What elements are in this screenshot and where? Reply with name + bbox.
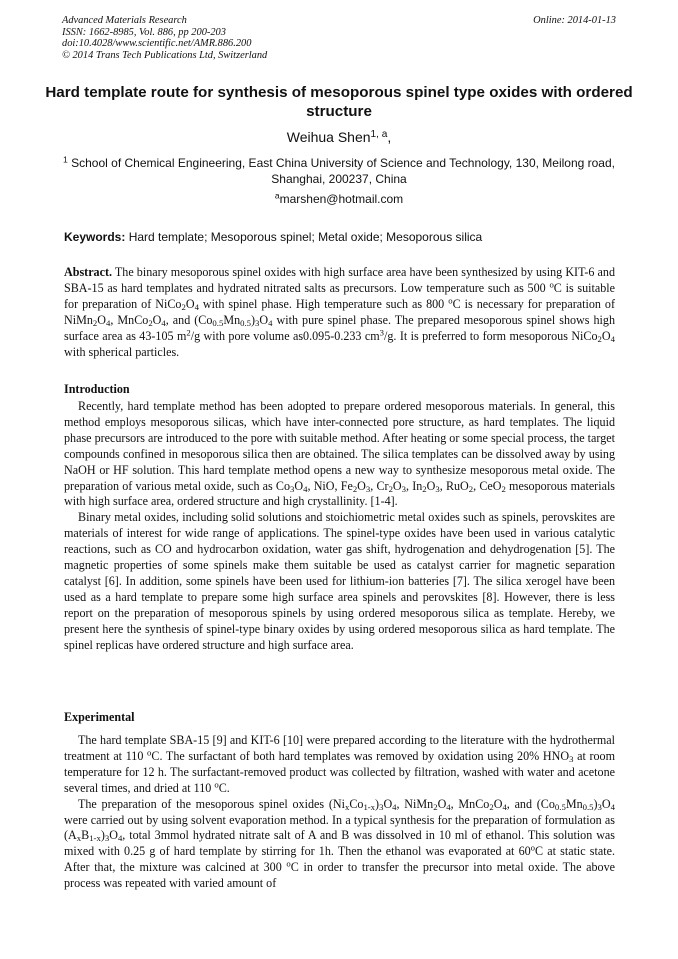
author-marks: 1, a (370, 128, 388, 140)
keywords-label: Keywords: (64, 230, 126, 244)
author-suffix: , (387, 129, 392, 145)
intro-paragraph: Recently, hard template method has been adopted to prepare ordered mesoporous materials. In general, this method employs mesoporous silicas, which have inter-connected pore structure, as hard templates. The liquid phase precursors are introduced to the pore with suitable method. After heating or some special process, the target compounds confined in mesoporous silica then are obtained. The silica templates can be dissolved away by using NaOH or HF solution. This hard template method opens a new way to synthesize mesoporous metal oxide. The preparation of various metal oxide, such as $Co_3O_4$, NiO, $Fe_2O_3$, $Cr_2O_3$, $In_2O_3$, RuO$_2$, CeO$_2$ mesoporous materials with high surface area, ordered structure and high crystallinity. [1-4]. (64, 399, 616, 509)
journal-issn: ISSN: 1662-8985, Vol. 886, pp 200-203 (62, 26, 226, 38)
email-address: marshen@hotmail.com (279, 192, 404, 206)
author-name: Weihua Shen (286, 129, 371, 145)
introduction-body (64, 399, 615, 654)
experimental-body (64, 733, 615, 892)
online-date: Online: 2014-01-13 (533, 15, 616, 26)
keywords-text: Hard template; Mesoporous spinel; Metal oxide; Mesoporous silica (128, 230, 483, 244)
introduction-heading: Introduction (64, 382, 130, 396)
abstract-paragraph: Abstract. The binary mesoporous spinel oxides with high surface area have been synthesized by using KIT-6 and SBA-15 as hard templates and hydrated nitrated salts as precursors. Low temperature such as 500 $^o$C is suitable for preparation of $NiCo_2O_4$ with spinel phase. High temperature such as 800 $^o$C is necessary for preparation of $NiMn_2O_4$, $MnCo_2O_4$, and $(Co_{0.5}Mn_{0.5})_3O_4$ with pure spinel phase. The prepared mesoporous spinel shows high surface area as 43-105 $m^2/g$ with pore volume as0.095-0.233 $cm^3/g$. It is preferred to form mesoporous $NiCo_2O_4$ with spherical particles. (64, 265, 615, 359)
experimental-paragraph: The hard template SBA-15 [9] and KIT-6 [10] were prepared according to the literature with the hydrothermal treatment at 110 $^o$C. The surfactant of both hard templates was removed by oxidation using 20% $HNO_3$ at room temperature for 12 h. The surfactant-removed product was collected by filtration, washed with water and acetone several times, and dried at 110 $^o$C. (64, 733, 615, 795)
journal-doi: doi:10.4028/www.scientific.net/AMR.886.200 (62, 38, 252, 50)
affiliation (60, 155, 618, 187)
intro-paragraph: Binary metal oxides, including solid solutions and stoichiometric metal oxides such as spinels, perovskites are materials of interest for wide range of applications. The spinel-type oxides have been used in various catalytic reactions, such as CO and hydrocarbon oxidation, water gas shift, hydrogenation and dehydrogenation [5]. The magnetic properties of some spinels make them suitable be used as catalyst carrier for magnetic separation catalyst [6]. In addition, some spinels have been used for lithium-ion batteries [7]. The silica xerogel have been used as a hard template to prepare some high surface area spinels and perovskites [8]. However, there is less report on the preparation of mesoporous spinels by using ordered mesoporous silica as template. Hereby, we present here the synthesis of spinel-type binary oxides by using ordered mesoporous silica as hard template. The spinel replicas have ordered structure and high surface area. (64, 510, 615, 652)
affiliation-text: School of Chemical Engineering, East China University of Science and Technology, 130, Meilong road, Shanghai, 200237, China (71, 156, 615, 187)
email-mark: a (274, 190, 280, 201)
journal-name: Advanced Materials Research (62, 15, 187, 26)
email-line (60, 191, 618, 207)
experimental-heading: Experimental (64, 710, 135, 724)
author-line (40, 128, 638, 146)
abstract (64, 265, 615, 360)
journal-header (62, 15, 616, 61)
abstract-label: Abstract. (64, 265, 113, 279)
paper-title: Hard template route for synthesis of mesoporous spinel type oxides with ordered structure (45, 84, 633, 120)
journal-copyright: © 2014 Trans Tech Publications Ltd, Switzerland (62, 49, 268, 61)
affiliation-mark: 1 (62, 154, 68, 165)
experimental-paragraph: The preparation of the mesoporous spinel oxides $(Ni_xCo_{1-x})_3O_4$, $NiMn_2O_4$, $MnCo_2O_4$, and $(Co_{0.5}Mn_{0.5})_3O_4$ were carried out by using solvent evaporation method. In a typical synthesis for the preparation of formulation as $(A_xB_{1-x})_3O_4$, total 3mmol hydrated nitrate salt of A and B was dissolved in 10 ml of ethanol. This solution was mixed with 0.25 g of hard template by stirring for 1h. Then the ethanol was evaporated at 60$^o$C at static state. After that, the mixture was calcined at 300 $^o$C in order to transfer the precursor into metal oxide. The above process was repeated with varied amount of (64, 796, 615, 891)
keywords (64, 230, 616, 245)
